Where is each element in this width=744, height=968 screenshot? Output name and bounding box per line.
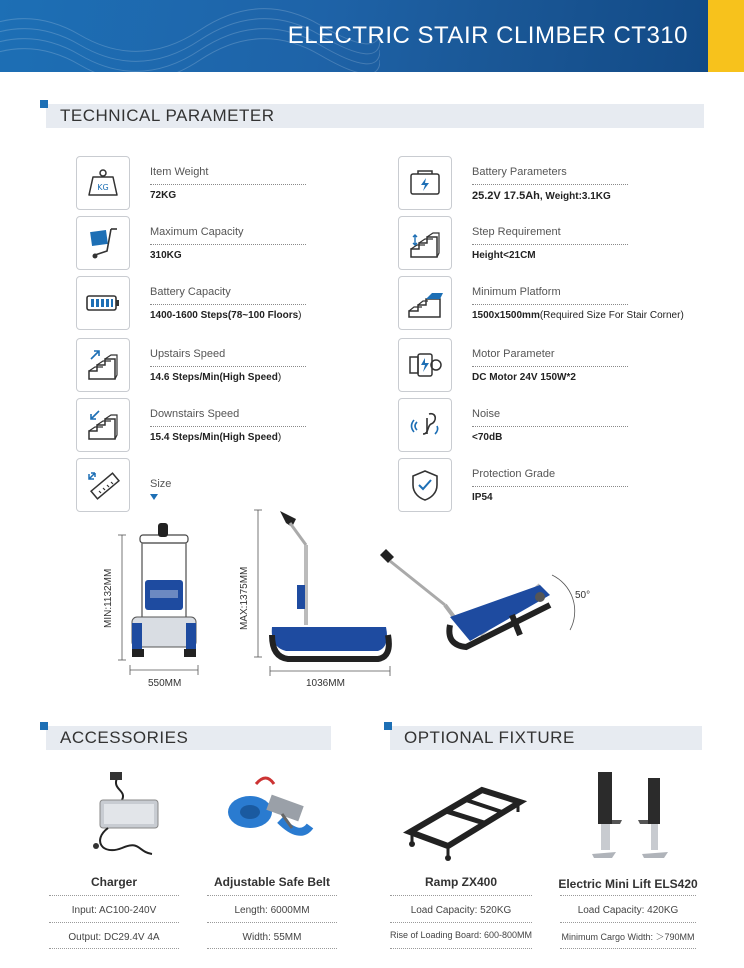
- charger-spec-output: Output: DC29.4V 4A: [68, 932, 160, 943]
- angle-label: 50°: [575, 590, 591, 601]
- length-label: 1036MM: [306, 678, 345, 689]
- tilted-view-illustration: [380, 549, 575, 647]
- noise-icon: [398, 398, 452, 452]
- charger-image: [82, 770, 172, 860]
- safe-belt-image: [220, 770, 320, 860]
- param-size: Size: [76, 458, 376, 512]
- ruler-icon: [76, 458, 130, 512]
- size-down-arrow-icon: [150, 494, 158, 500]
- ramp-title: Ramp ZX400: [424, 875, 498, 889]
- min-height-label: MIN:1132MM: [103, 568, 114, 628]
- side-view-illustration: [254, 510, 390, 676]
- param-maximum-capacity: Maximum Capacity 310KG: [76, 216, 376, 270]
- belt-spec-width: Width: 55MM: [242, 932, 302, 943]
- svg-text:KG: KG: [97, 183, 109, 192]
- accessories-heading: ACCESSORIES: [46, 726, 331, 750]
- stairs-up-icon: [76, 338, 130, 392]
- weight-icon: [76, 156, 130, 210]
- technical-heading: TECHNICAL PARAMETER: [46, 104, 704, 128]
- front-view-illustration: [118, 523, 198, 675]
- charger-spec-input: Input: AC100-240V: [71, 905, 157, 916]
- ramp-spec-load: Load Capacity: 520KG: [410, 905, 512, 916]
- shield-icon: [398, 458, 452, 512]
- param-protection-grade: Protection Grade IP54: [398, 458, 698, 512]
- battery-icon: [76, 276, 130, 330]
- step-icon: [398, 216, 452, 270]
- param-noise: Noise <70dB: [398, 398, 698, 452]
- param-minimum-platform: Minimum Platform 1500x1500mm(Required Size For Stair Corner): [398, 276, 698, 330]
- mini-lift-title: Electric Mini Lift ELS420: [558, 877, 698, 891]
- param-upstairs-speed: Upstairs Speed 14.6 Steps/Min(High Speed): [76, 338, 376, 392]
- lift-spec-load: Load Capacity: 420KG: [577, 905, 679, 916]
- param-item-weight: KG Item Weight 72KG: [76, 156, 376, 210]
- battery-pack-icon: [398, 156, 452, 210]
- ramp-spec-rise: Rise of Loading Board: 600-800MM: [389, 930, 533, 940]
- optional-fixture-heading: OPTIONAL FIXTURE: [390, 726, 702, 750]
- belt-spec-length: Length: 6000MM: [234, 905, 310, 916]
- header-accent-bar: [708, 0, 744, 72]
- ramp-image: [402, 772, 527, 862]
- param-downstairs-speed: Downstairs Speed 15.4 Steps/Min(High Speed): [76, 398, 376, 452]
- charger-title: Charger: [90, 875, 137, 889]
- safe-belt-title: Adjustable Safe Belt: [213, 875, 331, 889]
- page-title: ELECTRIC STAIR CLIMBER CT310: [287, 22, 688, 49]
- header-banner: [0, 0, 708, 72]
- param-battery-parameters: Battery Parameters 25.2V 17.5Ah, Weight:3.1KG: [398, 156, 698, 210]
- mini-lift-image: [590, 768, 670, 860]
- max-height-label: MAX:1375MM: [239, 566, 250, 630]
- width-label: 550MM: [148, 678, 182, 689]
- param-battery-capacity: Battery Capacity 1400-1600 Steps(78~100 Floors): [76, 276, 376, 330]
- platform-icon: [398, 276, 452, 330]
- lift-spec-width: Minimum Cargo Width: ＞790MM: [561, 932, 695, 942]
- motor-icon: [398, 338, 452, 392]
- param-step-requirement: Step Requirement Height<21CM: [398, 216, 698, 270]
- param-motor-parameter: Motor Parameter DC Motor 24V 150W*2: [398, 338, 698, 392]
- stairs-down-icon: [76, 398, 130, 452]
- cart-icon: [76, 216, 130, 270]
- product-dimension-drawing: [100, 505, 620, 695]
